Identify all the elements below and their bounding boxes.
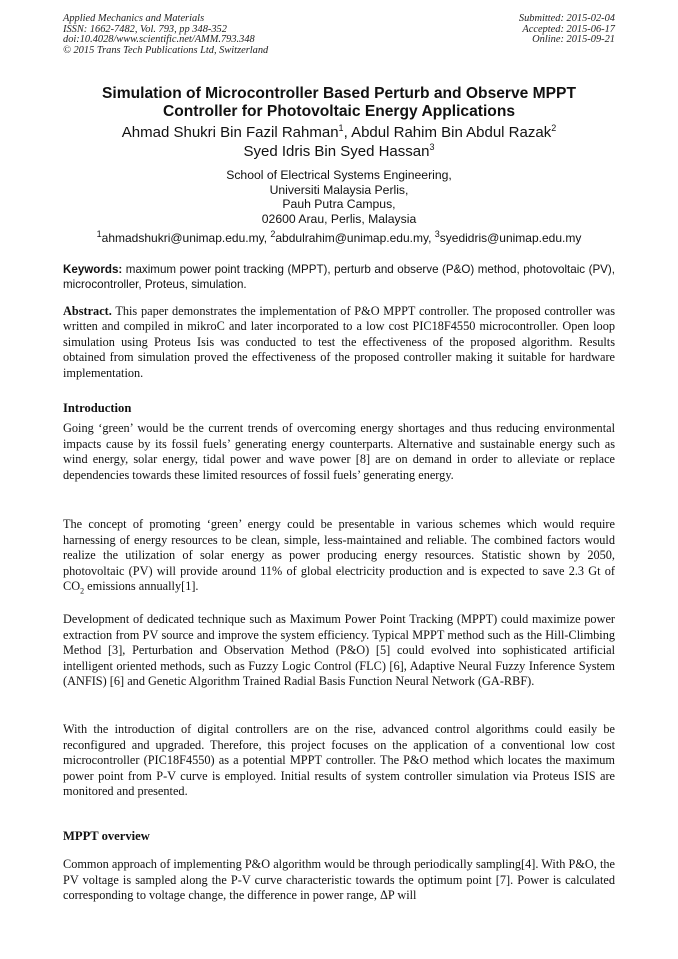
- email-2[interactable]: abdulrahim@unimap.edu.my,: [275, 231, 435, 245]
- keywords-label: Keywords:: [63, 263, 123, 276]
- affiliation: [40, 168, 638, 226]
- affiliation-line: Universiti Malaysia Perlis,: [269, 182, 409, 197]
- title-line-1: Simulation of Microcontroller Based Perturb and Observe MPPT: [102, 85, 576, 102]
- online-date: Online: 2015-09-21: [532, 34, 615, 46]
- paragraph: Development of dedicated technique such as Maximum Power Point Tracking (MPPT) could maximize power extraction from PV source and improve the system efficiency. Typical MPPT method such as the Hill-Climbing Method [3], Perturbation and Observation Method (P&O) [5] could evolved into sophisticated artificial intelligent oriented methods, such as Fuzzy Logic Control (FLC) [6], Adaptive Neural Fuzzy Inference System (ANFIS) [6] and Genetic Algorithm Trained Radial Basis Function Neural Network (GA-RBF).: [63, 612, 615, 688]
- keywords-text: maximum power point tracking (MPPT), perturb and observe (P&O) method, photovoltaic (PV), microcontroller, Proteus, simulation.: [63, 263, 615, 291]
- paragraph: Common approach of implementing P&O algorithm would be through periodically sampling[4]. With P&O, the PV voltage is sampled along the P-V curve characteristic towards the optimum point [7]. Power is calculated corresponding to voltage change, the difference in power range, ΔP will: [63, 857, 615, 902]
- author-2-mark: 2: [551, 123, 557, 133]
- abstract-text: This paper demonstrates the implementation of P&O MPPT controller. The proposed controller was written and compiled in mikroC and later incorporated to a low cost PIC18F4550 microcontroller. Open loop simulation using Proteus Isis was conducted to test the effectiveness of the proposed algorithm. Results obtained from simulation proved the effectiveness of the proposed controller making it suitable for hardware implementation.: [63, 304, 615, 380]
- author-list: [40, 123, 638, 161]
- subscript: 2: [80, 586, 85, 596]
- affiliation-line: Pauh Putra Campus,: [282, 197, 396, 212]
- paragraph-text: emissions annually[1].: [84, 579, 199, 593]
- paragraph: [63, 517, 615, 595]
- section-heading-mppt-overview: MPPT overview: [63, 829, 150, 843]
- paper-title: [40, 85, 638, 121]
- abstract-label: Abstract.: [63, 304, 112, 318]
- issn-line: ISSN: 1662-7482, Vol. 793, pp 348-352: [63, 23, 227, 35]
- author-2: Abdul Rahim Bin Abdul Razak: [351, 124, 552, 141]
- copyright-line: © 2015 Trans Tech Publications Ltd, Switzerland: [63, 44, 269, 56]
- title-line-2: Controller for Photovoltaic Energy Applications: [162, 103, 516, 120]
- dates-info: [519, 14, 615, 46]
- email-3-mark: 3: [434, 229, 440, 239]
- author-emails: [40, 231, 638, 246]
- email-3[interactable]: syedidris@unimap.edu.my: [439, 231, 582, 245]
- author-separator: ,: [343, 124, 352, 141]
- author-1-mark: 1: [338, 123, 344, 133]
- author-3-mark: 3: [429, 142, 435, 152]
- email-2-mark: 2: [270, 229, 276, 239]
- section-heading-introduction: Introduction: [63, 401, 132, 415]
- journal-name: Applied Mechanics and Materials: [63, 13, 205, 24]
- email-1[interactable]: ahmadshukri@unimap.edu.my,: [101, 231, 271, 245]
- paragraph: Going ‘green’ would be the current trends of overcoming energy shortages and thus reducing environmental impacts cause by its fossil fuels’ generating energy counterparts. Alternative and sustainable energy such as wind energy, solar energy, tidal power and wave power [8] are on demand in order to alleviate or replace dependencies towards these limited resources of fossil fuels’ generating energy.: [63, 421, 615, 482]
- email-1-mark: 1: [96, 229, 102, 239]
- affiliation-line: 02600 Arau, Perlis, Malaysia: [261, 211, 417, 226]
- author-3: Syed Idris Bin Syed Hassan: [243, 143, 430, 160]
- author-1: Ahmad Shukri Bin Fazil Rahman: [121, 124, 339, 141]
- journal-info: [63, 14, 268, 56]
- keywords-block: [63, 263, 615, 292]
- doi-line: doi:10.4028/www.scientific.net/AMM.793.348: [63, 34, 255, 46]
- paragraph: With the introduction of digital controllers are on the rise, advanced control algorithms could easily be reconfigured and upgraded. Therefore, this project focuses on the application of a conventional low cost microcontroller (PIC18F4550) as a potential MPPT controller. The P&O method which locates the maximum power point from P-V curve is employed. Initial results of system controller simulation via Proteus ISIS are monitored and presented.: [63, 722, 615, 798]
- paragraph-text: The concept of promoting ‘green’ energy could be presentable in various schemes which would require harnessing of energy resources to be clean, simple, less-maintained and reliable. The combined factors would realize the utilization of solar energy as power producing energy resources. Statistic shown by 2050, photovoltaic (PV) will provide around 11% of global electricity production and is expected to save 2.3 Gt of CO: [63, 517, 615, 593]
- accepted-date: Accepted: 2015-06-17: [522, 23, 615, 35]
- abstract-block: [63, 304, 615, 381]
- submitted-date: Submitted: 2015-02-04: [518, 13, 615, 24]
- affiliation-line: School of Electrical Systems Engineering,: [226, 168, 452, 182]
